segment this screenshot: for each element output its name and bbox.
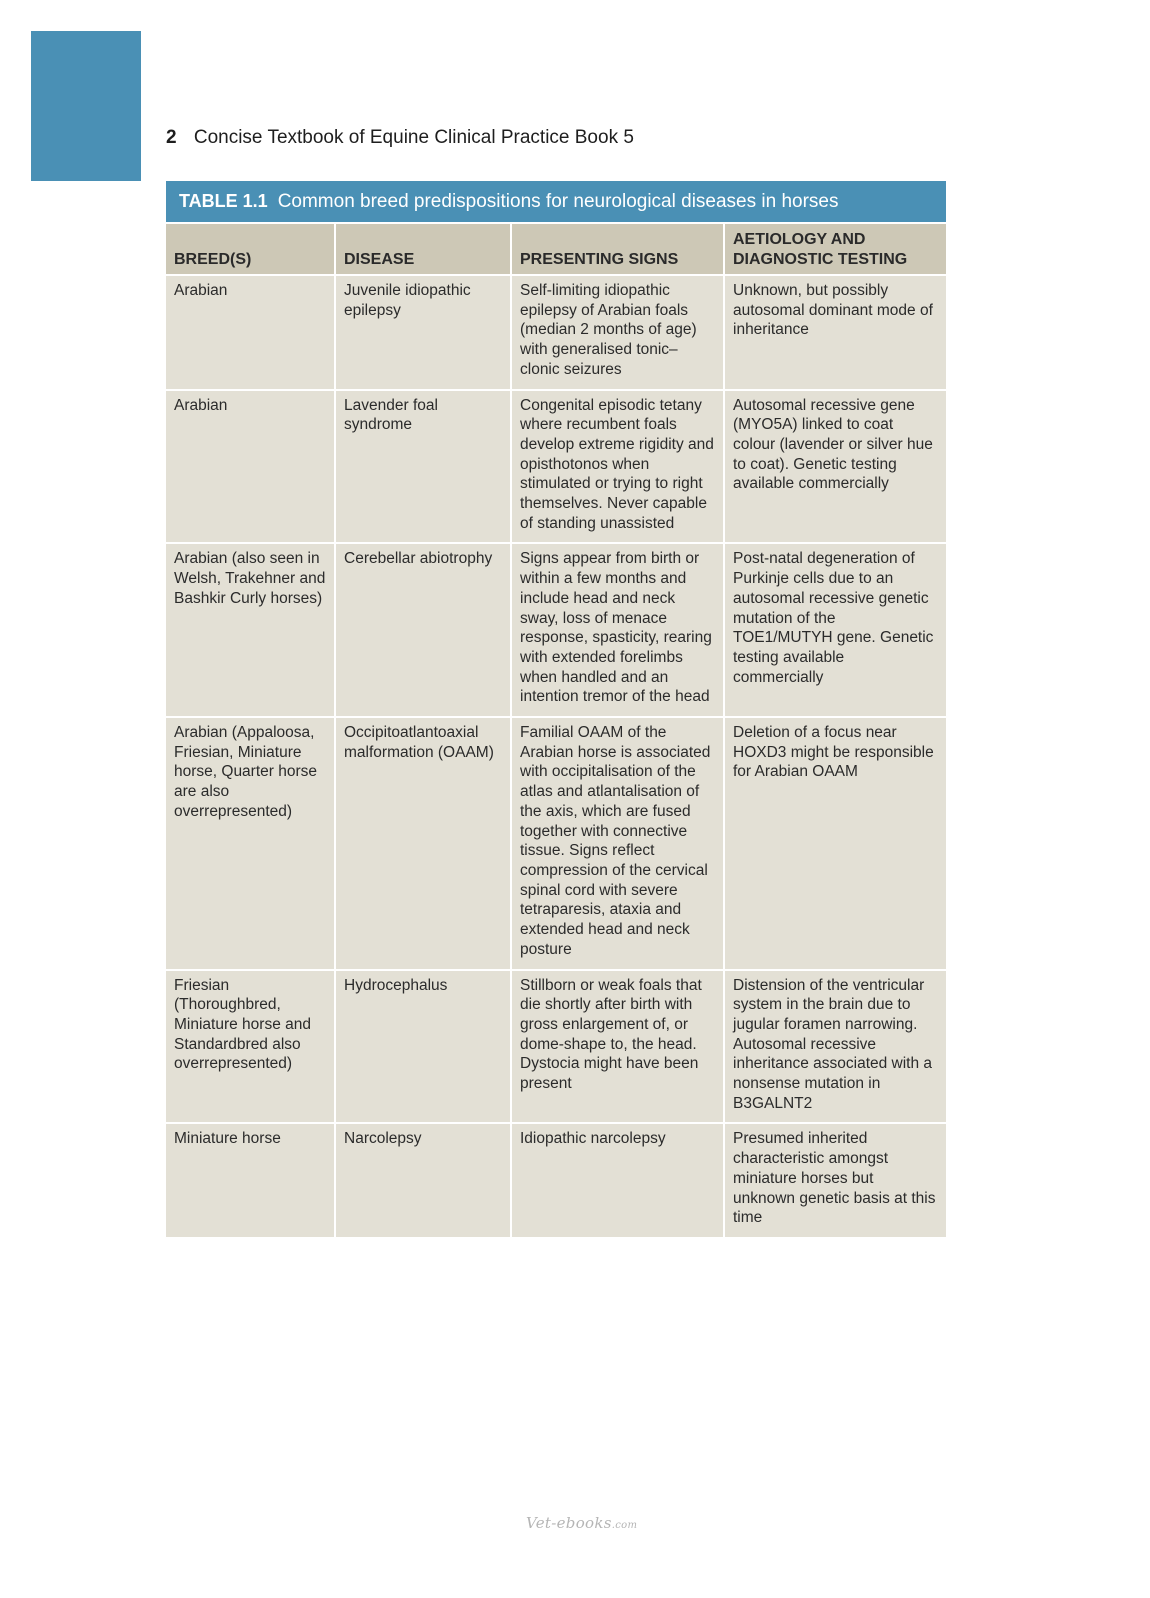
cell-breed: Arabian (also seen in Welsh, Trakehner and Bashkir Curly horses) [166, 543, 335, 717]
table-row [166, 717, 946, 969]
page-number: 2 [166, 127, 177, 148]
cell-disease: Juvenile idiopathic epilepsy [335, 275, 511, 390]
cell-signs: Idiopathic narcolepsy [511, 1123, 724, 1238]
cell-aetiology: Deletion of a focus near HOXD3 might be responsible for Arabian OAAM [724, 717, 946, 969]
table-row [166, 970, 946, 1124]
table-header-row [166, 223, 946, 275]
column-header-aetiology: AETIOLOGY AND DIAGNOSTIC TESTING [724, 223, 946, 275]
cell-disease: Occipitoatlantoaxial malformation (OAAM) [335, 717, 511, 969]
cell-breed: Arabian [166, 275, 335, 390]
watermark-logo [526, 1514, 637, 1532]
book-title: Concise Textbook of Equine Clinical Practice Book 5 [193, 127, 634, 148]
cell-breed: Arabian (Appaloosa, Friesian, Miniature horse, Quarter horse are also overrepresented) [166, 717, 335, 969]
watermark-name: Vet-ebooks [526, 1514, 612, 1532]
table-row [166, 275, 946, 390]
table-row [166, 543, 946, 717]
cell-breed: Arabian [166, 390, 335, 544]
column-header-presenting-signs: PRESENTING SIGNS [511, 223, 724, 275]
cell-aetiology: Unknown, but possibly autosomal dominant mode of inheritance [724, 275, 946, 390]
cell-signs: Signs appear from birth or within a few months and include head and neck sway, loss of menace response, spasticity, rearing with extended forelimbs when handled and an intention tremor of the head [511, 543, 724, 717]
table-caption [166, 181, 946, 222]
table-row [166, 1123, 946, 1238]
column-header-breeds: BREED(S) [166, 223, 335, 275]
cell-signs: Familial OAAM of the Arabian horse is associated with occipitalisation of the atlas and atlantalisation of the axis, which are fused together with connective tissue. Signs reflect compression of the cervical spinal cord with severe tetraparesis, ataxia and extended head and neck posture [511, 717, 724, 969]
table-title: Common breed predispositions for neurological diseases in horses [277, 190, 839, 212]
cell-signs: Stillborn or weak foals that die shortly after birth with gross enlargement of, or dome-shape to, the head. Dystocia might have been present [511, 970, 724, 1124]
cell-aetiology: Post-natal degeneration of Purkinje cells due to an autosomal recessive genetic mutation of the TOE1/MUTYH gene. Genetic testing available commercially [724, 543, 946, 717]
cell-signs: Congenital episodic tetany where recumbent foals develop extreme rigidity and opisthotonos when stimulated or trying to right themselves. Never capable of standing unassisted [511, 390, 724, 544]
cell-aetiology: Autosomal recessive gene (MYO5A) linked to coat colour (lavender or silver hue to coat). Genetic testing available commercially [724, 390, 946, 544]
watermark-domain: .com [611, 1520, 638, 1531]
cell-signs: Self-limiting idiopathic epilepsy of Arabian foals (median 2 months of age) with generalised tonic–clonic seizures [511, 275, 724, 390]
cell-disease: Narcolepsy [335, 1123, 511, 1238]
cell-disease: Cerebellar abiotrophy [335, 543, 511, 717]
cell-aetiology: Presumed inherited characteristic amongst miniature horses but unknown genetic basis at this time [724, 1123, 946, 1238]
column-header-disease: DISEASE [335, 223, 511, 275]
cell-breed: Miniature horse [166, 1123, 335, 1238]
running-head [166, 127, 634, 149]
chapter-color-tab [31, 31, 141, 181]
cell-breed: Friesian (Thoroughbred, Miniature horse and Standardbred also overrepresented) [166, 970, 335, 1124]
table-row [166, 390, 946, 544]
table-label: TABLE 1.1 [179, 191, 268, 211]
cell-aetiology: Distension of the ventricular system in the brain due to jugular foramen narrowing. Autosomal recessive inheritance associated with a nonsense mutation in B3GALNT2 [724, 970, 946, 1124]
cell-disease: Lavender foal syndrome [335, 390, 511, 544]
breed-predisposition-table [166, 222, 946, 1239]
table-container [166, 181, 946, 1239]
cell-disease: Hydrocephalus [335, 970, 511, 1124]
